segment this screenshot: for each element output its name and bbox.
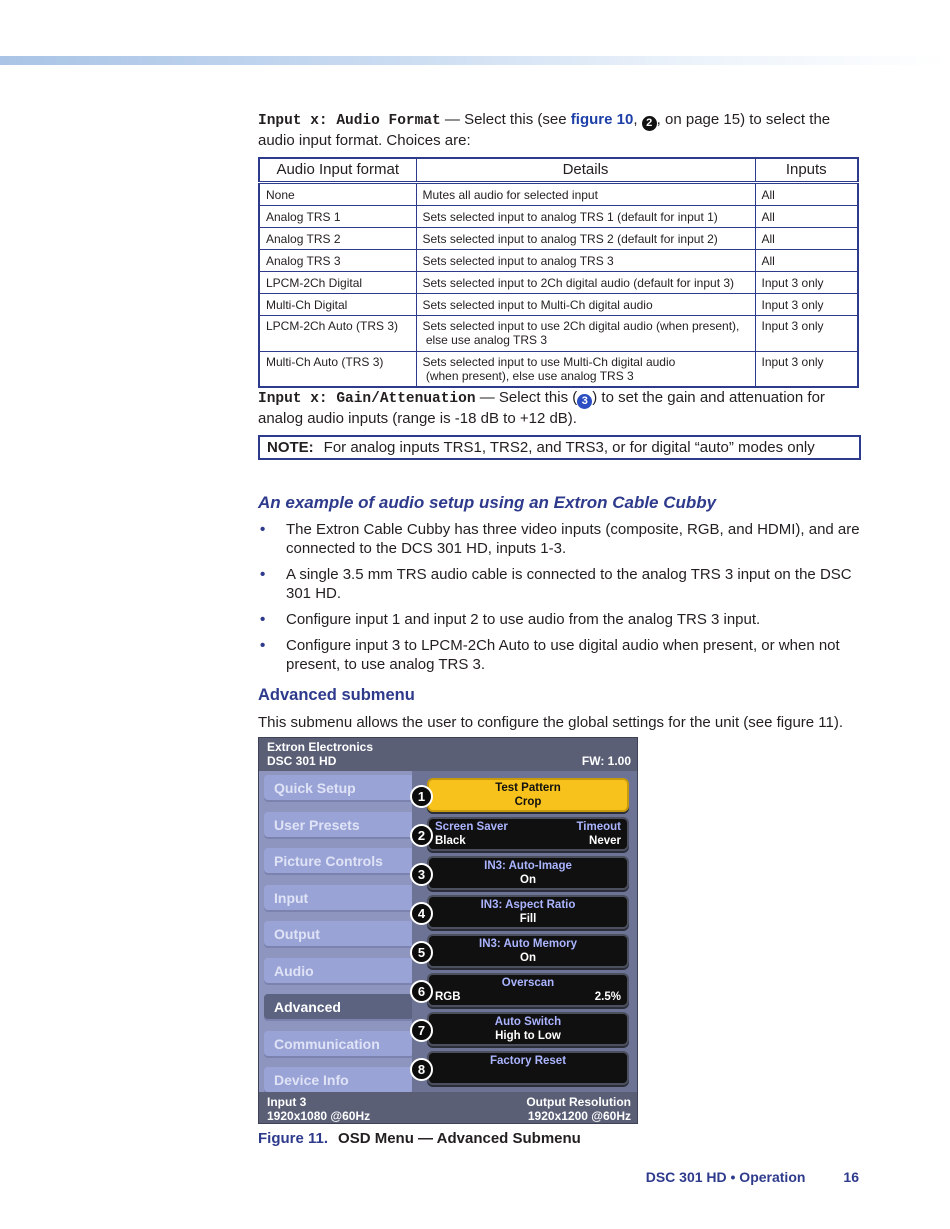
callout-number: 5 [410, 941, 433, 964]
callout-number: 6 [410, 980, 433, 1003]
bullet-text: The Extron Cable Cubby has three video inputs (composite, RGB, and HDMI), and are connected to the DCS 301 HD, inputs 1-3. [286, 521, 860, 557]
bullet-text: A single 3.5 mm TRS audio cable is connected to the analog TRS 3 input on the DSC 301 HD. [286, 566, 852, 602]
callout-number: 1 [410, 785, 433, 808]
inputs-cell: Input 3 only [755, 271, 858, 293]
note-label: NOTE: [267, 439, 314, 456]
details-cell: Sets selected input to analog TRS 3 [416, 249, 755, 271]
details-cell: Sets selected input to analog TRS 1 (default for input 1) [416, 205, 755, 227]
note-text: For analog inputs TRS1, TRS2, and TRS3, or for digital “auto” modes only [323, 439, 815, 456]
inputs-cell: All [755, 227, 858, 249]
details-cell [416, 351, 755, 387]
list-item [258, 636, 863, 674]
details-cell: Sets selected input to 2Ch digital audio (default for input 3) [416, 271, 755, 293]
osd-output-resolution: 1920x1200 @60Hz [527, 1109, 631, 1123]
factory-reset-button[interactable] [427, 1051, 629, 1085]
callout-number: 7 [410, 1019, 433, 1042]
button-title: Factory Reset [489, 1055, 567, 1067]
callout-number: 2 [642, 116, 657, 131]
details-line: else use analog TRS 3 [422, 332, 548, 347]
osd-input: Input 3 [267, 1095, 307, 1109]
details-cell [416, 315, 755, 351]
format-cell: Analog TRS 2 [259, 227, 416, 249]
callout-number: 3 [410, 863, 433, 886]
format-cell: Multi-Ch Auto (TRS 3) [259, 351, 416, 387]
table-row [259, 293, 858, 315]
figure-label: Figure 11. [258, 1130, 329, 1147]
page-footer [646, 1169, 859, 1185]
bullet-icon: • [260, 611, 266, 628]
column-header: Inputs [755, 158, 858, 182]
section-heading: Advanced submenu [258, 686, 415, 704]
menu-item-input[interactable]: Input [264, 885, 414, 912]
osd-body [259, 771, 638, 1092]
table-row [259, 249, 858, 271]
button-title: Screen Saver [435, 821, 508, 833]
page-number: 16 [843, 1169, 859, 1185]
osd-footer [259, 1092, 638, 1124]
button-title: IN3: Auto Memory [479, 938, 577, 950]
osd-firmware: FW: 1.00 [581, 754, 631, 768]
gain-paragraph [258, 388, 860, 428]
osd-header [259, 738, 638, 771]
note-box [258, 435, 861, 460]
paragraph-text: , on page 15) to select the audio input format. Choices are: [258, 111, 831, 149]
menu-item-communication[interactable]: Communication [264, 1031, 414, 1058]
audio-format-table [258, 157, 859, 388]
auto-memory-button[interactable] [427, 934, 629, 968]
button-value: RGB [435, 991, 461, 1003]
osd-brand: Extron Electronics [267, 740, 374, 754]
button-title: Overscan [501, 977, 555, 989]
table-row [259, 351, 858, 387]
menu-item-output[interactable]: Output [264, 921, 414, 948]
button-value: Crop [514, 796, 542, 808]
details-cell: Sets selected input to Multi-Ch digital audio [416, 293, 755, 315]
inputs-cell: All [755, 249, 858, 271]
table-row [259, 227, 858, 249]
details-line: Sets selected input to use 2Ch digital audio (when present), [422, 318, 740, 333]
header-gradient-bar [0, 56, 950, 65]
paragraph-text: — Select this (see [440, 111, 571, 128]
format-cell: Analog TRS 3 [259, 249, 416, 271]
column-header: Audio Input format [259, 158, 416, 182]
paragraph-text: , [633, 111, 642, 128]
bullet-text: Configure input 3 to LPCM-2Ch Auto to use digital audio when present, or when not present, to use analog TRS 3. [286, 637, 840, 673]
bullet-list [258, 520, 863, 681]
button-title: Auto Switch [494, 1016, 562, 1028]
menu-item-device-info[interactable]: Device Info [264, 1067, 414, 1094]
bullet-icon: • [260, 637, 266, 654]
figure-caption [258, 1130, 581, 1147]
bullet-icon: • [260, 566, 266, 583]
button-title: IN3: Auto-Image [484, 860, 572, 872]
inputs-cell: Input 3 only [755, 315, 858, 351]
details-cell: Sets selected input to analog TRS 2 (default for input 2) [416, 227, 755, 249]
menu-item-advanced[interactable]: Advanced [264, 994, 414, 1021]
bullet-icon: • [260, 521, 266, 538]
auto-image-button[interactable] [427, 856, 629, 890]
paragraph-text: ) to set the gain and attenuation for analog audio inputs (range is -18 dB to +12 dB). [258, 389, 825, 427]
menu-item-audio[interactable]: Audio [264, 958, 414, 985]
figure-title: OSD Menu — Advanced Submenu [338, 1130, 581, 1147]
format-cell: Analog TRS 1 [259, 205, 416, 227]
bullet-text: Configure input 1 and input 2 to use audio from the analog TRS 3 input. [286, 611, 761, 628]
audio-format-paragraph [258, 110, 860, 150]
osd-menu-figure [258, 737, 638, 1124]
command-name: Input x: Audio Format [258, 113, 441, 129]
advanced-intro: This submenu allows the user to configure the global settings for the unit (see figure 11). [258, 714, 844, 731]
callout-number: 2 [410, 824, 433, 847]
menu-item-user-presets[interactable]: User Presets [264, 812, 414, 839]
details-line: (when present), else use analog TRS 3 [422, 368, 634, 383]
format-cell: LPCM-2Ch Auto (TRS 3) [259, 315, 416, 351]
button-title: Timeout [576, 821, 621, 833]
section-heading: An example of audio setup using an Extron Cable Cubby [258, 493, 717, 512]
format-cell: None [259, 182, 416, 205]
paragraph-text: — Select this ( [475, 389, 578, 406]
button-value: On [520, 952, 536, 964]
button-title: Test Pattern [495, 782, 561, 794]
button-value: Black [435, 835, 466, 847]
callout-number: 3 [577, 394, 592, 409]
format-cell: Multi-Ch Digital [259, 293, 416, 315]
table-row [259, 271, 858, 293]
details-cell: Mutes all audio for selected input [416, 182, 755, 205]
overscan-button[interactable] [427, 973, 629, 1007]
list-item [258, 610, 863, 629]
list-item [258, 520, 863, 558]
button-value: Fill [519, 913, 537, 925]
test-pattern-button[interactable] [427, 778, 629, 812]
button-value: On [520, 874, 536, 886]
callout-number: 8 [410, 1058, 433, 1081]
table-row [259, 315, 858, 351]
button-value: Never [589, 835, 621, 847]
document-title: DSC 301 HD • Operation [645, 1169, 806, 1185]
auto-switch-button[interactable] [427, 1012, 629, 1046]
table-row [259, 205, 858, 227]
osd-input-resolution: 1920x1080 @60Hz [267, 1109, 371, 1123]
command-name: Input x: Gain/Attenuation [258, 391, 476, 407]
button-value: 2.5% [594, 991, 621, 1003]
osd-output-label: Output Resolution [526, 1095, 631, 1109]
screen-saver-button[interactable] [427, 817, 629, 851]
menu-item-quick-setup[interactable]: Quick Setup [264, 775, 414, 802]
callout-number: 4 [410, 902, 433, 925]
menu-item-picture-controls[interactable]: Picture Controls [264, 848, 414, 875]
inputs-cell: Input 3 only [755, 293, 858, 315]
details-line: Sets selected input to use Multi-Ch digital audio [422, 354, 676, 369]
inputs-cell: All [755, 182, 858, 205]
figure-link[interactable]: figure 10 [570, 111, 634, 128]
table-row [259, 182, 858, 205]
button-value: High to Low [495, 1030, 561, 1042]
inputs-cell: Input 3 only [755, 351, 858, 387]
inputs-cell: All [755, 205, 858, 227]
list-item [258, 565, 863, 603]
format-cell: LPCM-2Ch Digital [259, 271, 416, 293]
aspect-ratio-button[interactable] [427, 895, 629, 929]
column-header: Details [416, 158, 755, 182]
osd-model: DSC 301 HD [267, 754, 337, 768]
button-title: IN3: Aspect Ratio [480, 899, 576, 911]
